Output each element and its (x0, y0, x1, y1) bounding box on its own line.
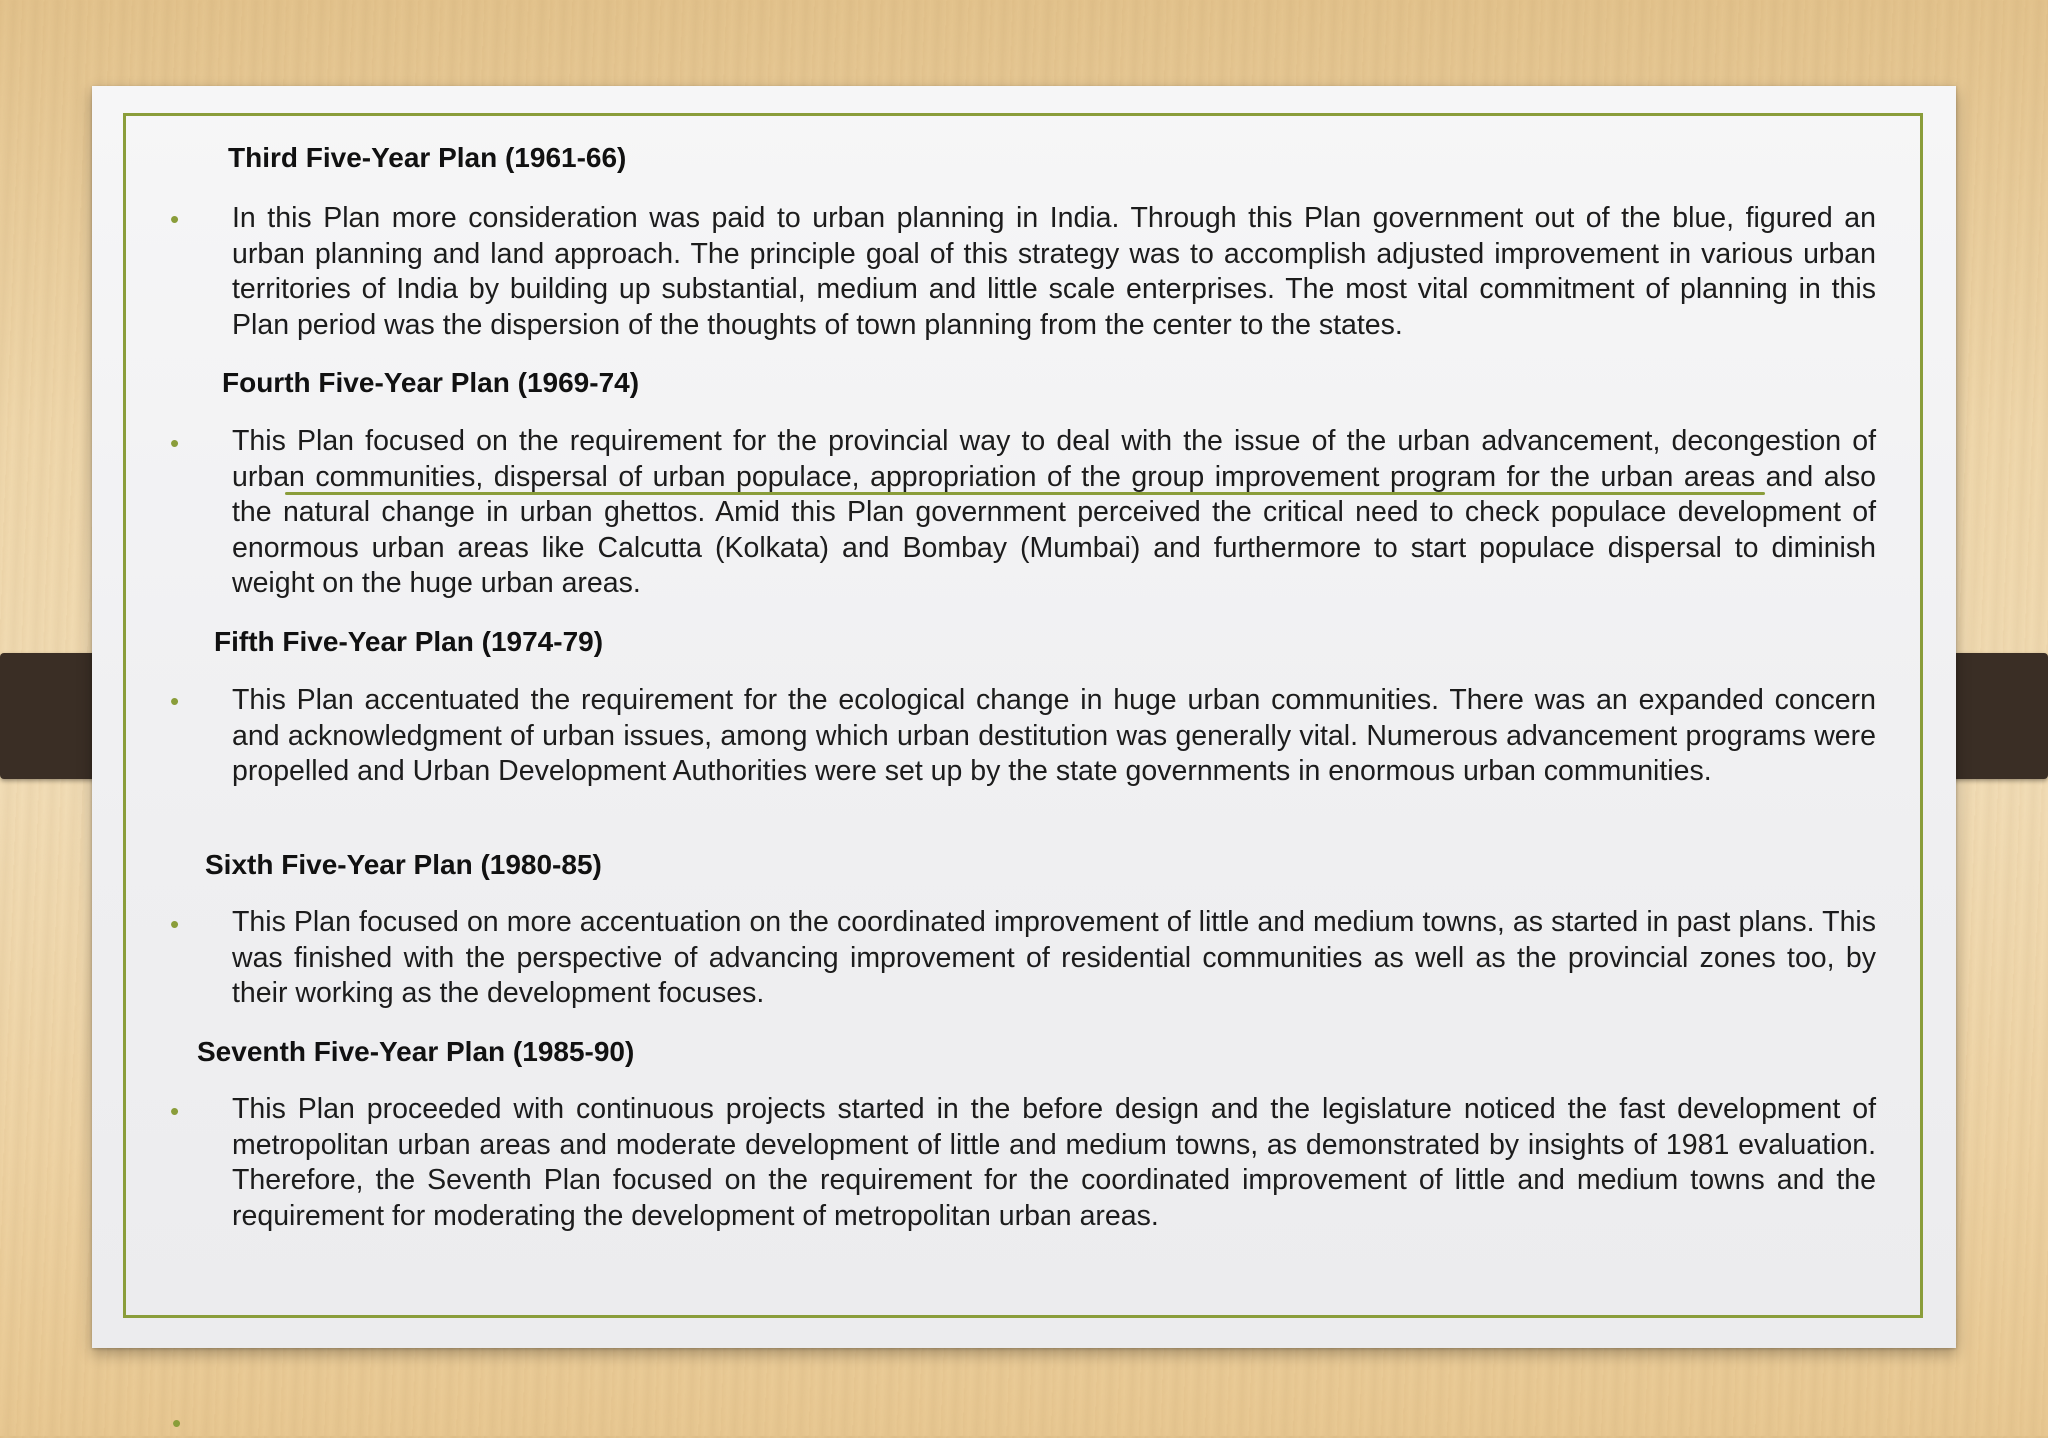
bullet-marker: • (170, 909, 180, 939)
bullet-marker: • (170, 686, 180, 716)
section-text-third-plan: In this Plan more consideration was paid to urban planning in India. Through this Plan government out of the blue, figured an urban planning and land approach. The principle goal of this strategy was to accomplish adjusted improvement in various urban territories of India by building up substantial, medium and little scale enterprises. The most vital commitment of planning in this Plan period was the dispersion of the thoughts of town planning from the center to the states. (232, 202, 1876, 341)
section-heading-third-plan: Third Five-Year Plan (1961-66) (228, 142, 627, 173)
bullet-marker: • (170, 204, 180, 234)
bullet-marker: • (170, 1096, 180, 1126)
section-text-fourth-plan: This Plan focused on the requirement for the provincial way to deal with the issue of the urban advancement, decongestion of urban communities, dispersal of urban populace, appropriation of the group improvement program for the urban areas and also the natural change in urban ghettos. Amid this Plan government perceived the critical need to check populace development of enormous urban areas like Calcutta (Kolkata) and Bombay (Mumbai) and furthermore to start populace dispersal to diminish weight on the huge urban areas. (232, 425, 1876, 599)
stray-bullet-marker: • (172, 1408, 182, 1438)
section-heading-sixth-plan: Sixth Five-Year Plan (1980-85) (205, 849, 602, 880)
spellcheck-underline (285, 492, 1765, 495)
section-text-seventh-plan: This Plan proceeded with continuous projects started in the before design and the legislature noticed the fast development of metropolitan urban areas and moderate development of little and medium towns, as demonstrated by insights of 1981 evaluation. Therefore, the Seventh Plan focused on the requirement for the coordinated improvement of little and medium towns and the requirement for moderating the development of metropolitan urban areas. (232, 1093, 1876, 1232)
section-heading-fourth-plan: Fourth Five-Year Plan (1969-74) (222, 367, 640, 398)
section-heading-seventh-plan: Seventh Five-Year Plan (1985-90) (197, 1036, 635, 1067)
bullet-marker: • (170, 428, 180, 458)
section-text-sixth-plan: This Plan focused on more accentuation on the coordinated improvement of little and medium towns, as started in past plans. This was finished with the perspective of advancing improvement of residential communities as well as the provincial zones too, by their working as the development focuses. (232, 906, 1876, 1009)
section-text-fifth-plan: This Plan accentuated the requirement for the ecological change in huge urban communities. There was an expanded concern and acknowledgment of urban issues, among which urban destitution was generally vital. Numerous advancement programs were propelled and Urban Development Authorities were set up by the state governments in enormous urban communities. (232, 684, 1876, 787)
section-heading-fifth-plan: Fifth Five-Year Plan (1974-79) (214, 626, 604, 657)
